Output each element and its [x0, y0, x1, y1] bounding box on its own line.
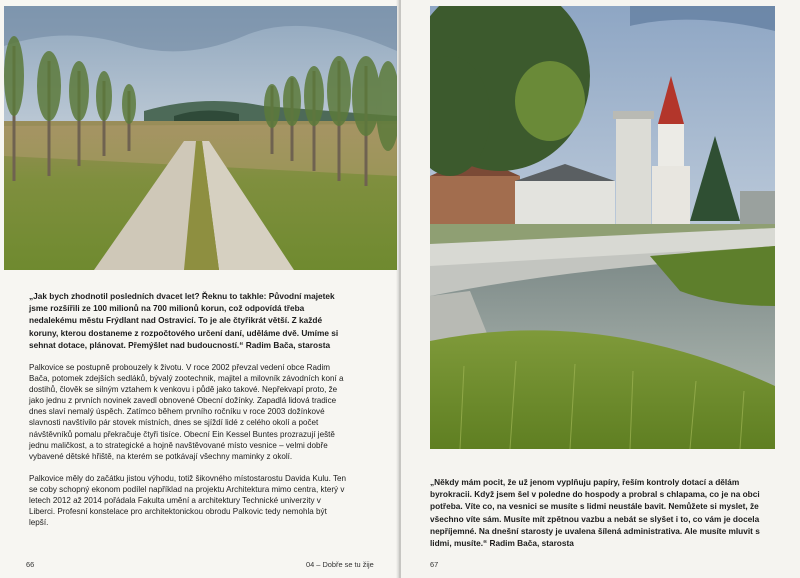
body-paragraph-1: Palkovice se postupně probouzely k životu. V roce 2002 převzal vedení obce Radim Bača, potomek zdejších sedláků, bývalý zootechnik, majitel a milovník závodních koní a dostihů, člověk se silným vztahem k venkovu i půdě jako takové. Nepřekvapí proto, že jako jednu z prvních novinek zavedl obnovené Obecní dožínky. Zapadlá lidová tradice dnes slaví nemalý úspěch. Zatímco během prvního ročníku v roce 2003 dožínkové slavnosti navštívilo pár stovek místních, dnes se sjíždí lidé z celého okolí a počet návštěvníků pomalu překračuje čtyři tisíce. Obecní Ein Kessel Buntes prozrazují ještě jednu maličkost, a to strategické a hojně navštěvované místo vesnice – velmi dobře vybavené dětské hřiště, na kterém se potkávají všechny maminky z okolí. — [29, 363, 344, 461]
right-quote-author: Radim Bača, starosta — [489, 538, 574, 549]
right-quote-text: „Někdy mám pocit, že už jenom vyplňuju papíry, řeším kontroly dotací a dělám byrokracii. Když jsem šel v poledne do hospody a probral s chlapama, co je na obci potřeba. Víte co, na vesnici se musíte s lidmi neustále bavit. Nemůžete si myslet, že všechno víte sám. Musíte mít zpětnou vazbu a nebát se slyšet i to, co vám je docela nepříjemné. Na dnešní starosty je uvalena šílená administrativa. Ale musíte mluvit s lidmi, musíte.“ — [430, 477, 760, 549]
quote-author: Radim Bača, starosta — [245, 339, 331, 350]
village-church-image — [430, 6, 775, 449]
village-church-photo — [430, 6, 775, 449]
right-quote-block — [430, 476, 775, 549]
running-head: 04 – Dobře se tu žije — [306, 560, 374, 569]
page-number-right: 67 — [430, 560, 439, 569]
orchard-path-image — [4, 6, 397, 270]
quote-text: „Jak bych zhodnotil posledních dvacet let? Řeknu to takhle: Původní majetek jsme rozšířili ze 100 milionů na 700 milionů korun, což odpovídá třeba nedalekému městu Frýdlant nad Ostravicí. To je ale čtyřikrát větší. Z každé koruny, kterou dostaneme z rozpočtového určení daní, uděláme dvě. Umíme si sehnat dotace, plánovat. Přemýšlet nad budoucností.“ — [29, 291, 339, 350]
page-number-left: 66 — [26, 560, 35, 569]
right-page — [401, 0, 800, 578]
left-text-column — [29, 290, 347, 539]
mayor-quote — [29, 290, 347, 351]
orchard-path-photo — [4, 6, 397, 270]
body-paragraph-2: Palkovice měly do začátku jistou výhodu, totiž šikovného místostarostu Davida Kulu. Ten se coby schopný ekonom podílel například na projektu Architektura mimo centra, který v letech 2012 až 2014 pořádala Fakulta umění a architektury Technické univerzity v Liberci. Profesní konstelace pro architektonickou obrodu Palkovic tedy nemohla být lepší. — [29, 473, 347, 528]
left-page — [0, 0, 399, 578]
